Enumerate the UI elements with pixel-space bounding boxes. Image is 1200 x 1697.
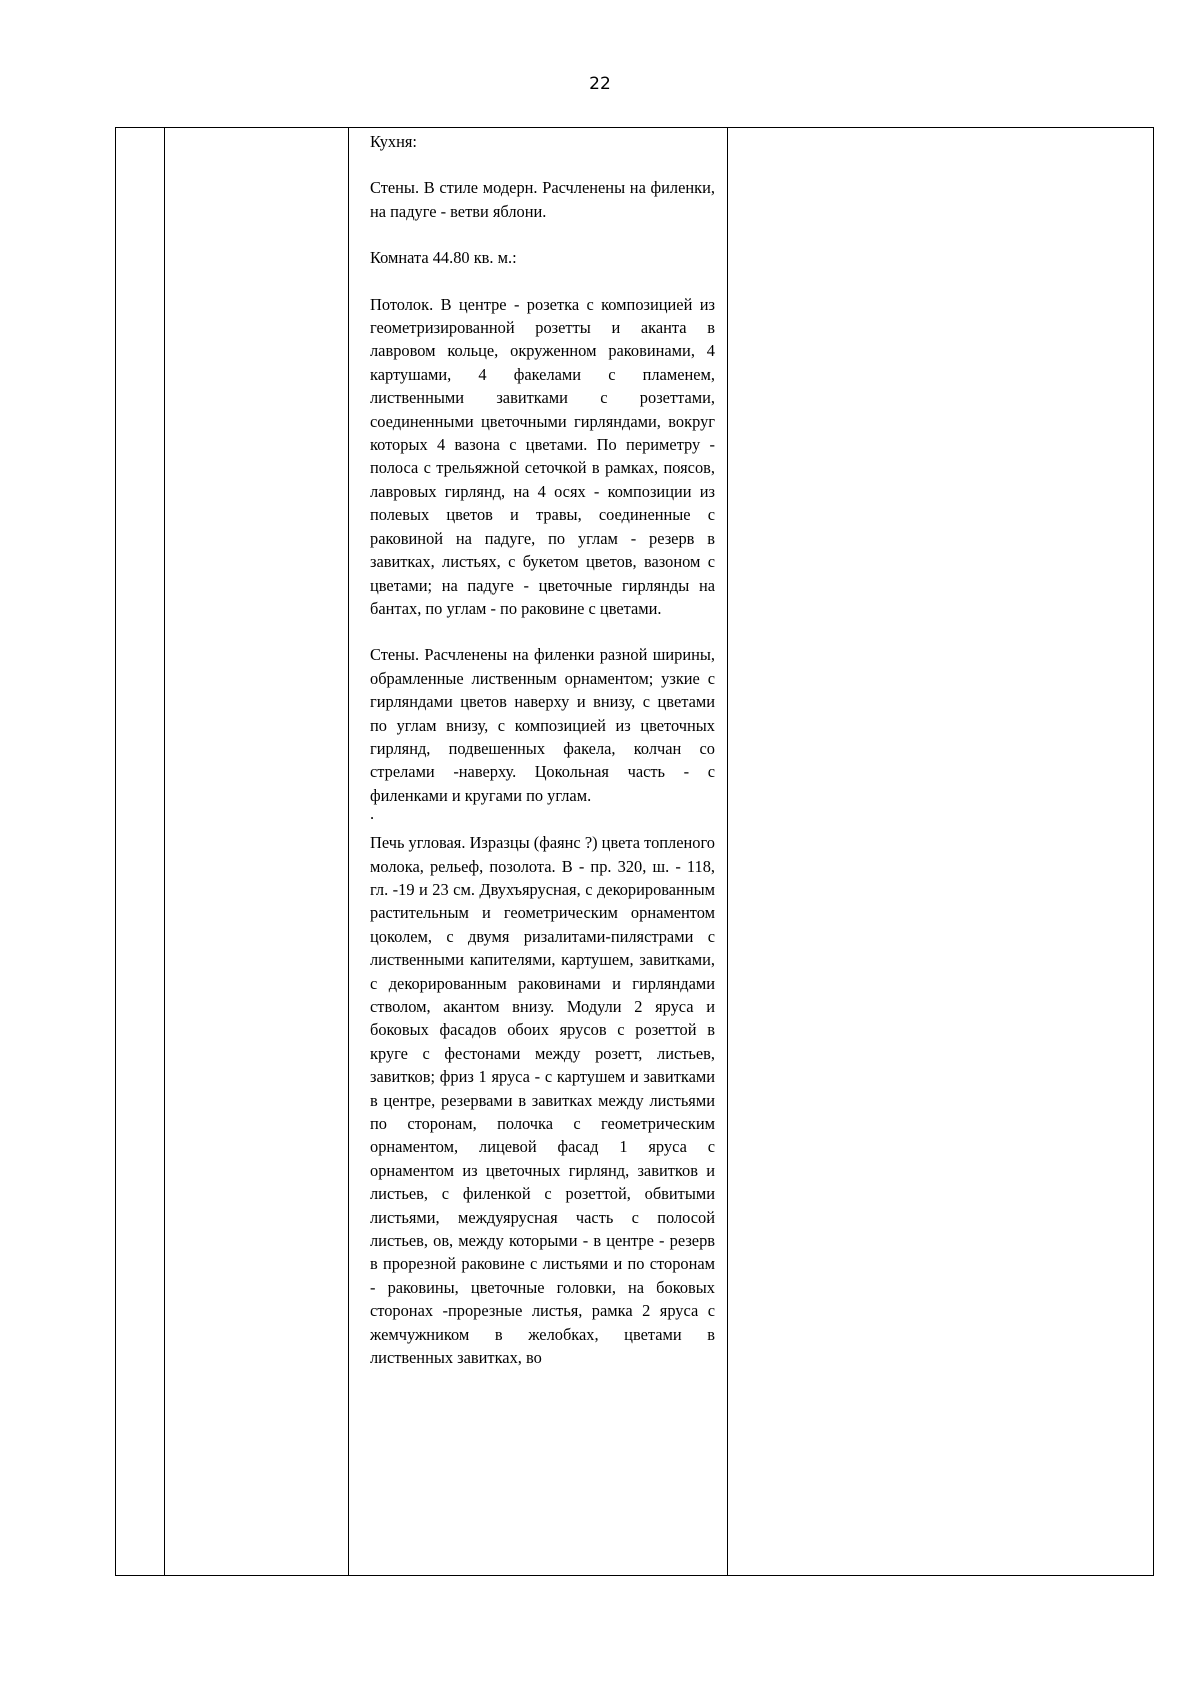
paragraph-ceiling: Потолок. В центре - розетка с композицией из геометризированной розетты и аканта в лавровом кольце, окруженном раковинами, 4 картушами, 4 факелами с пламенем, лиственными завитками с розеттами, соединенными цветочными гирляндами, вокруг которых 4 вазона с цветами. По периметру - полоса с трельяжной сеточкой в рамках, поясов, лавровых гирлянд, на 4 осях - композиции из полевых цветов и травы, соединенные с раковиной на падуге, по углам - резерв в завитках, листьях, с букетом цветов, вазоном с цветами; на падуге - цветочные гирлянды на бантах, по углам - по раковине с цветами. xyxy=(370,294,715,618)
table-cell-number xyxy=(116,128,165,1576)
paragraph-stove: Печь угловая. Изразцы (фаянс ?) цвета топленого молока, рельеф, позолота. В - пр. 320, ш. - 118, гл. -19 и 23 см. Двухъярусная, с декорированным растительным и геометрическим орнаментом цоколем, с двумя ризалитами-пилястрами с лиственными капителями, картушем, завитками, с декорированным раковинами и гирляндами стволом, акантом внизу. Модули 2 яруса и боковых фасадов обоих ярусов с розеттой в круге с фестонами между розетт, листьев, завитков; фриз 1 яруса - с картушем и завитками в центре, резервами в завитках между листьями по сторонам, полочка с геометрическим орнаментом, лицевой фасад 1 яруса с орнаментом из цветочных гирлянд, завитков и листьев, с филенкой с розеттой, обвитыми листьями, междуярусная часть с полосой листьев, ов, между которыми - в центре - резерв в прорезной раковине с листьями и по сторонам - раковины, цветочные головки, на боковых сторонах -прорезные листья, рамка 2 яруса с жемчужником в желобках, цветами в лиственных завитках, во xyxy=(370,833,715,1368)
paragraph-dot: . xyxy=(370,804,375,824)
page-number: 22 xyxy=(589,74,611,94)
paragraph-kitchen-walls: Стены. В стиле модерн. Расчленены на филенки, на падуге - ветви яблони. xyxy=(370,178,715,221)
description-text xyxy=(349,128,727,1370)
paragraph-room-title: Комната 44.80 кв. м.: xyxy=(370,248,517,268)
paragraph-walls: Стены. Расчленены на филенки разной ширины, обрамленные лиственным орнаментом; узкие с гирляндами цветов наверху и внизу, с цветами по углам внизу, с композицией из цветочных гирлянд, подвешенных факела, колчан со стрелами -наверху. Цокольная часть - с филенками и кругами по углам. xyxy=(370,645,715,805)
table-cell-notes xyxy=(728,128,1154,1576)
table-cell-description xyxy=(349,128,728,1576)
table-cell-object xyxy=(165,128,349,1576)
paragraph-kitchen-title: Кухня: xyxy=(370,132,417,151)
document-table xyxy=(115,127,1154,1576)
table-row xyxy=(116,128,1154,1576)
